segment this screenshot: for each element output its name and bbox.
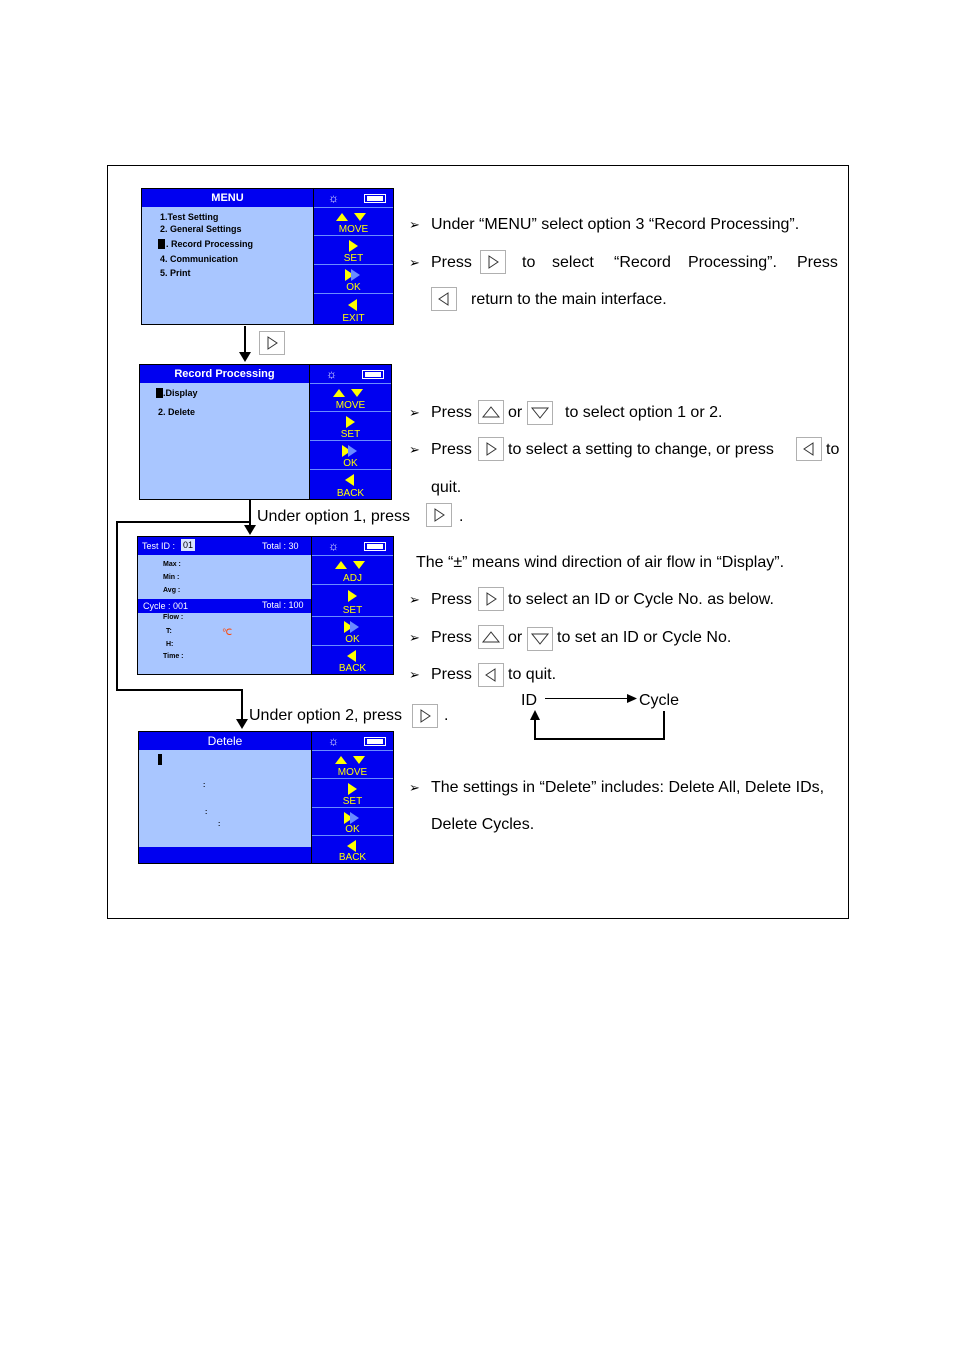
step4-text-2: Delete Cycles.: [431, 816, 535, 833]
cycle-arrow-line: [545, 698, 630, 699]
h-label: H:: [166, 641, 174, 648]
brightness-icon: ☼: [328, 734, 339, 748]
record-item-display[interactable]: .Display: [163, 388, 198, 398]
option1-dot: .: [459, 508, 464, 525]
up-button-icon: [478, 400, 504, 424]
menu-button-panel: [314, 189, 393, 324]
arrow-head-2: [244, 525, 256, 535]
bullet-icon: ➢: [409, 255, 420, 270]
step1-to: to: [522, 254, 536, 271]
brightness-icon: ☼: [326, 367, 337, 381]
flow-line-left-bottom: [116, 689, 243, 691]
record-item-delete[interactable]: 2. Delete: [158, 407, 196, 417]
record-title: Record Processing: [140, 365, 309, 383]
arrow-head-1: [239, 352, 251, 362]
set-label: SET: [342, 605, 363, 616]
brightness-icon: ☼: [328, 191, 339, 205]
test-id-label: Test ID :: [142, 541, 176, 551]
avg-label: Avg :: [163, 587, 181, 594]
adj-button[interactable]: [312, 555, 393, 585]
right-arrow-icon: [348, 783, 357, 795]
bullet-icon: ➢: [409, 442, 420, 457]
up-arrow-icon: [333, 389, 345, 397]
display-left-panel: [138, 537, 311, 674]
menu-screen: [141, 188, 394, 325]
back-label: BACK: [338, 852, 367, 863]
total-bottom: Total : 100: [262, 600, 304, 610]
down-arrow-icon: [354, 213, 366, 221]
step2-or: or: [508, 404, 523, 421]
step1-press-2: Press: [797, 254, 838, 271]
step3-press-2: Press: [431, 629, 472, 646]
up-arrow-icon: [336, 213, 348, 221]
display-button-panel: [312, 537, 393, 674]
battery-icon: [364, 542, 386, 551]
cycle-diagram-id: ID: [521, 692, 537, 709]
step3-or: or: [508, 629, 523, 646]
cycle-return-head: [530, 710, 540, 720]
up-arrow-icon: [335, 756, 347, 764]
step2-to: to: [826, 441, 840, 458]
cycle-return-left: [534, 718, 536, 740]
step2-quit: quit.: [431, 479, 462, 496]
back-button[interactable]: [312, 835, 393, 864]
double-right-arrow-icon-2: [348, 445, 357, 457]
selection-cursor: [158, 239, 165, 249]
down-arrow-icon: [353, 756, 365, 764]
brightness-icon: ☼: [328, 539, 339, 553]
step3-press: Press: [431, 591, 472, 608]
flow-label: Flow :: [163, 614, 184, 621]
left-button-icon: [796, 437, 822, 461]
ok-button[interactable]: [312, 616, 393, 646]
record-processing-screen: [139, 364, 392, 500]
right-arrow-icon: [348, 590, 357, 602]
max-label: Max :: [163, 561, 181, 568]
delete-bottom-bar: [139, 847, 311, 863]
step3-quit: to quit.: [508, 666, 557, 683]
down-button-icon: [527, 627, 553, 651]
delete-colon-1: :: [203, 782, 206, 789]
total-top: Total : 30: [262, 541, 299, 551]
time-label: Time :: [163, 653, 184, 660]
right-button-icon: [478, 437, 504, 461]
step2-change-text: to select a setting to change, or press: [508, 441, 774, 458]
right-arrow-icon: [346, 416, 355, 428]
celsius-unit: ℃: [222, 627, 233, 637]
cycle-diagram-cycle: Cycle: [639, 692, 680, 709]
cycle-arrow-head: [627, 694, 637, 703]
menu-title: MENU: [142, 189, 313, 207]
ok-label: OK: [345, 824, 360, 835]
delete-left-panel: [139, 732, 311, 863]
left-arrow-icon: [347, 650, 356, 662]
step1-text: Under “MENU” select option 3 “Record Processing”.: [431, 216, 800, 233]
battery-icon: [364, 194, 386, 203]
back-label: BACK: [338, 663, 367, 674]
test-id-value[interactable]: 01: [183, 540, 194, 550]
left-arrow-icon: [345, 474, 354, 486]
right-button-icon: [480, 250, 506, 274]
exit-label: EXIT: [342, 313, 365, 324]
up-arrow-icon: [335, 561, 347, 569]
left-button-icon: [478, 663, 504, 687]
set-button[interactable]: [312, 778, 393, 808]
back-button[interactable]: [312, 645, 393, 675]
ok-label: OK: [343, 458, 358, 469]
set-label: SET: [342, 796, 363, 807]
right-button-icon: [426, 503, 452, 527]
set-button[interactable]: [314, 235, 393, 265]
menu-item-record-processing[interactable]: . Record Processing: [166, 239, 254, 249]
delete-title: Detele: [139, 732, 311, 750]
step3-set-text: to set an ID or Cycle No.: [557, 629, 732, 646]
right-arrow-icon: [349, 240, 358, 252]
right-button-icon: [478, 587, 504, 611]
menu-item-print[interactable]: 5. Print: [160, 268, 191, 278]
t-label: T:: [166, 628, 172, 635]
option2-dot: .: [444, 707, 449, 724]
cycle-label[interactable]: Cycle : 001: [143, 601, 189, 611]
battery-icon: [364, 737, 386, 746]
option2-text: Under option 2, press: [249, 707, 402, 724]
left-arrow-icon: [348, 299, 357, 311]
step4-text: The settings in “Delete” includes: Delete All, Delete IDs,: [431, 779, 825, 796]
wind-direction-note: The “±” means wind direction of air flow in “Display”.: [416, 554, 785, 571]
down-arrow-icon: [353, 561, 365, 569]
option1-text: Under option 1, press: [257, 508, 410, 525]
flow-line-left-vertical: [116, 521, 118, 691]
menu-item-communication[interactable]: 4. Communication: [160, 254, 239, 264]
delete-colon-2: :: [205, 809, 208, 816]
adj-label: ADJ: [343, 573, 362, 584]
exit-button[interactable]: [314, 293, 393, 325]
cycle-return-bottom: [534, 738, 665, 740]
move-label: MOVE: [335, 400, 366, 411]
double-right-arrow-icon-2: [350, 812, 359, 824]
move-label: MOVE: [337, 767, 368, 778]
set-button[interactable]: [310, 411, 391, 441]
set-label: SET: [340, 429, 361, 440]
menu-item-general-settings[interactable]: 2. General Settings: [160, 224, 242, 234]
cycle-return-right: [663, 711, 665, 740]
bullet-icon: ➢: [409, 780, 420, 795]
down-arrow-icon: [351, 389, 363, 397]
delete-button-panel: [312, 732, 393, 863]
back-button[interactable]: [310, 469, 391, 500]
record-button-panel: [310, 365, 391, 499]
ok-label: OK: [345, 634, 360, 645]
right-button-icon: [412, 704, 438, 728]
step1-processing: Processing”.: [688, 254, 777, 271]
step1-select: select: [552, 254, 594, 271]
down-button-icon: [527, 401, 553, 425]
step2-select-text: to select option 1 or 2.: [565, 404, 723, 421]
step1-return: return to the main interface.: [471, 291, 667, 308]
step3-press-3: Press: [431, 666, 472, 683]
step1-press: Press: [431, 254, 472, 271]
move-button[interactable]: [310, 383, 391, 412]
battery-icon: [362, 370, 384, 379]
selection-cursor: [156, 388, 163, 398]
ok-button[interactable]: [310, 440, 391, 470]
flow-line-left-top: [116, 521, 250, 523]
ok-button[interactable]: [314, 264, 393, 294]
arrow-head-3: [236, 719, 248, 729]
back-label: BACK: [336, 488, 365, 499]
move-button[interactable]: [312, 750, 393, 779]
record-left-panel: [140, 365, 309, 499]
menu-left-panel: [142, 189, 313, 324]
bullet-icon: ➢: [409, 592, 420, 607]
left-arrow-icon: [347, 840, 356, 852]
flow-line-opt2: [241, 689, 243, 719]
set-label: SET: [343, 253, 364, 264]
move-label: MOVE: [338, 224, 369, 235]
bullet-icon: ➢: [409, 217, 420, 232]
step2-press-2: Press: [431, 441, 472, 458]
delete-screen: [138, 731, 394, 864]
set-button[interactable]: [312, 584, 393, 617]
step1-record: “Record: [614, 254, 671, 271]
right-button-icon: [259, 331, 285, 355]
up-button-icon: [478, 625, 504, 649]
double-right-arrow-icon-2: [351, 269, 360, 281]
move-button[interactable]: [314, 207, 393, 236]
selection-cursor: [158, 754, 162, 765]
left-button-icon: [431, 287, 457, 311]
bullet-icon: ➢: [409, 667, 420, 682]
bullet-icon: ➢: [409, 405, 420, 420]
step3-select-text: to select an ID or Cycle No. as below.: [508, 591, 774, 608]
min-label: Min :: [163, 574, 180, 581]
ok-button[interactable]: [312, 807, 393, 836]
ok-label: OK: [346, 282, 361, 293]
menu-item-test-setting[interactable]: 1.Test Setting: [160, 212, 219, 222]
bullet-icon: ➢: [409, 630, 420, 645]
double-right-arrow-icon-2: [350, 621, 359, 633]
step2-press: Press: [431, 404, 472, 421]
display-screen: [137, 536, 394, 675]
delete-colon-3: :: [218, 821, 221, 828]
